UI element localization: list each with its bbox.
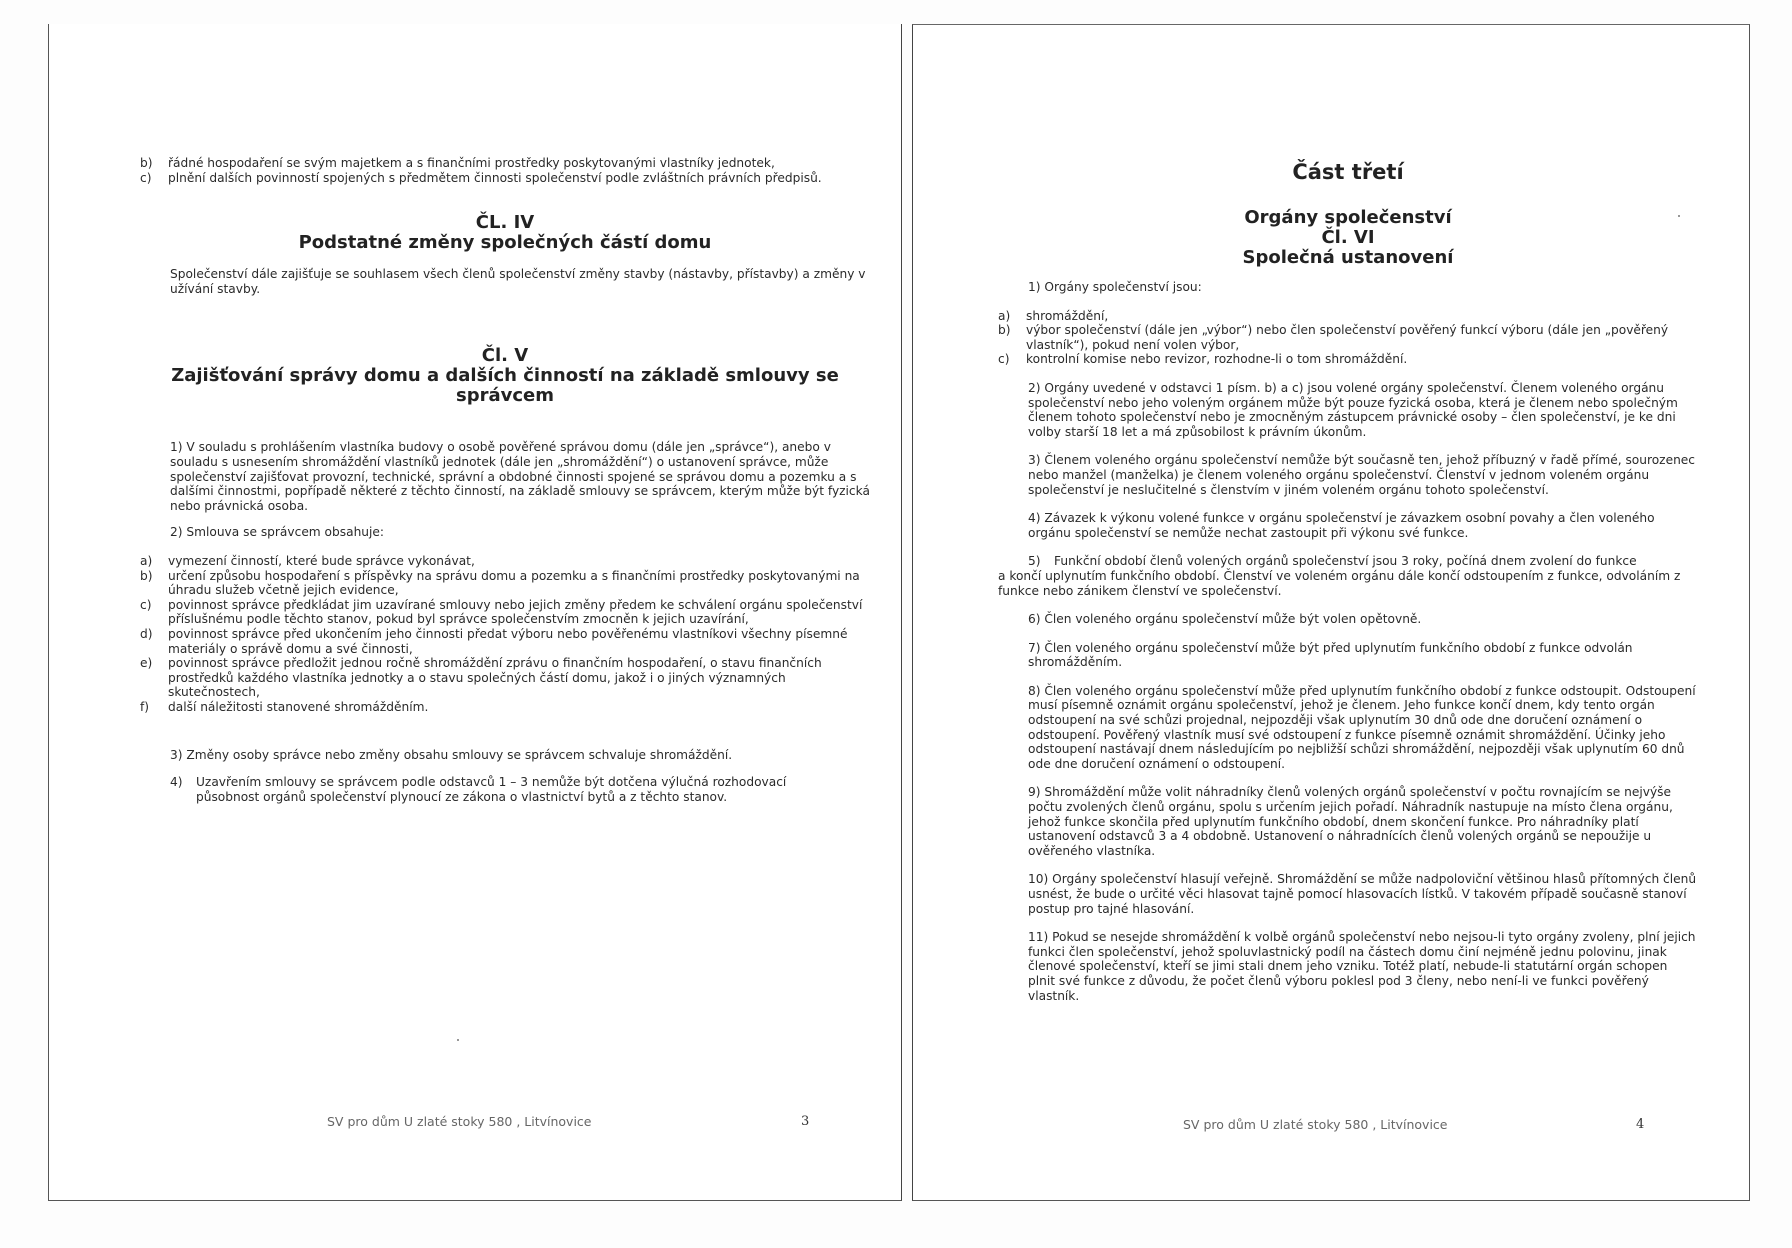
paragraph: 4) Uzavřením smlouvy se správcem podle odstavců 1 – 3 nemůže být dotčena výlučná rozhodovací působnost orgánů společenství plynoucí ze zákona o vlastnictví bytů a z těchto stanov. bbox=[170, 775, 787, 804]
paragraph: 6) Člen voleného orgánu společenství může být volen opětovně. bbox=[1028, 612, 1422, 627]
paragraph: 1) Orgány společenství jsou: bbox=[1028, 280, 1202, 294]
paragraph: 10) Orgány společenství hlasují veřejně. Shromáždění se může nadpoloviční většinou hlasů přítomných členů usnést, že bude o určité věci hlasovat tajně pomocí hlasovacích lístků. V takovém případě současně stanoví postup pro tajné hlasování. bbox=[1028, 872, 1697, 916]
list-item: d) povinnost správce před ukončením jeho činnosti předat výboru nebo pověřenému vlastníkovi všechny písemné materiály o správě domu a své činnosti, bbox=[140, 627, 870, 656]
paragraph: Společenství dále zajišťuje se souhlasem všech členů společenství změny stavby (nástavby, přístavby) a změny v užívání stavby. bbox=[170, 267, 866, 296]
list-item-text: povinnost správce předložit jednou ročně shromáždění zprávu o finančním hospodaření, o stavu finančních prostředků každého vlastníka jednotky a o stavu společných částí domu, jakož i o jiných významných skutečnostech, bbox=[168, 656, 822, 700]
scan-speck bbox=[457, 1039, 459, 1041]
list-item-text: plnění dalších povinností spojených s předmětem činnosti společenství podle zvláštních právních předpisů. bbox=[168, 170, 822, 185]
paragraph: 1) V souladu s prohlášením vlastníka budovy o osobě pověřené správou domu (dále jen „správce“), anebo v souladu s usnesením shromáždění vlastníků jednotek (dále jen „shromáždění“) o ustanovení správce, může společenství zajišťovat provozní, technické, správní a obdobné činnosti spojené se správou domu a pozemku a s dalšími činnostmi, popřípadě některé z těchto činností, na základě smlouvy se správcem, kterým může být fyzická nebo právnická osoba. bbox=[170, 440, 870, 513]
list-item-text: řádné hospodaření se svým majetkem a s finančními prostředky poskytovanými vlastníky jednotek, bbox=[168, 156, 775, 170]
list-item-text: výbor společenství (dále jen „výbor“) nebo člen společenství pověřený funkcí výboru (dále jen „pověřený vlastník“), pokud není volen výbor, bbox=[1026, 323, 1669, 352]
paragraph: 2) Smlouva se správcem obsahuje: bbox=[170, 525, 385, 540]
paragraph: 5) Funkční období členů volených orgánů společenství jsou 3 roky, počíná dnem zvolení do funkce a končí uplynutím funkčního období. Členství ve voleném orgánu dále končí odstoupením z funkce, odvoláním z funkce nebo zánikem členství ve společenství. bbox=[998, 554, 1681, 598]
page-right-content bbox=[998, 160, 1698, 1003]
document-page-right bbox=[912, 24, 1750, 1201]
paragraph: 3) Členem voleného orgánu společenství nemůže být současně ten, jehož příbuzný v řadě přímé, sourozenec nebo manžel (manželka) je členem voleného orgánu společenství. Členství v jednom voleném orgánu společenství je neslučitelné s členstvím v jiném voleném orgánu tohoto společenství. bbox=[1028, 453, 1696, 497]
numbered-list bbox=[140, 554, 870, 715]
list-item-text: shromáždění, bbox=[1026, 308, 1109, 323]
paragraph: 11) Pokud se nesejde shromáždění k volbě orgánů společenství nebo nejsou-li tyto orgány zvoleny, plní jejich funkci člen společenství, jehož spoluvlastnický podíl na částech domu činí nejméně jednu polovinu, jinak členové společenství, kteří se jimi stali dnem jeho vzniku. Totéž platí, nebude-li statutární orgán schopen plnit své funkce z důvodu, že počet členů výboru poklesl pod 3 členy, nebo není-li ve funkci pověřený vlastník. bbox=[1028, 930, 1696, 1003]
article-5-title: Čl. V bbox=[481, 345, 529, 367]
article-4-subtitle: Podstatné změny společných částí domu bbox=[298, 232, 712, 254]
list-item: b) určení způsobu hospodaření s příspěvky na správu domu a pozemku a s finančními prostředky poskytovanými na úhradu služeb včetně jejich evidence, bbox=[140, 569, 870, 598]
list-item: b) výbor společenství (dále jen „výbor“) nebo člen společenství pověřený funkcí výboru (dále jen „pověřený vlastník“), pokud není volen výbor, bbox=[998, 323, 1698, 352]
paragraph: 9) Shromáždění může volit náhradníky členů volených orgánů společenství v počtu rovnajícím se nejvýše počtu zvolených členů orgánu, spolu s určením jejich pořadí. Náhradník nastupuje na místo člena orgánu, jehož funkce skončila před uplynutím funkčního období, dnem skončení funkce. Pro náhradníky platí ustanovení odstavců 3 a 4 obdobně. Ustanovení o náhradnících členů volených orgánů se nepoužije u ověřeného vlastníka. bbox=[1028, 785, 1673, 858]
scan-speck bbox=[1678, 215, 1680, 217]
article-5-subtitle: Zajišťování správy domu a dalších činností na základě smlouvy se správcem bbox=[171, 365, 839, 407]
list-item-text: další náležitosti stanovené shromážděním. bbox=[168, 699, 429, 714]
list-item: b) řádné hospodaření se svým majetkem a s finančními prostředky poskytovanými vlastníky jednotek, bbox=[140, 156, 870, 171]
article-4-title: ČL. IV bbox=[475, 212, 535, 234]
list-item-text: kontrolní komise nebo revizor, rozhodne-li o tom shromáždění. bbox=[1026, 352, 1408, 367]
list-item: f) další náležitosti stanovené shromážděním. bbox=[140, 700, 870, 715]
list-item: c) povinnost správce předkládat jim uzavírané smlouvy nebo jejich změny předem ke schválení orgánu společenství příslušnému podle těchto stanov, pokud byl správce společenstvím zmocněn k jejich uzavírání, bbox=[140, 598, 870, 627]
numbered-list bbox=[998, 309, 1698, 367]
section-title: Orgány společenství bbox=[1244, 207, 1452, 228]
paragraph: 2) Orgány uvedené v odstavci 1 písm. b) a c) jsou volené orgány společenství. Členem voleného orgánu společenství nebo jeho voleným orgánem může být pouze fyzická osoba, která je členem nebo společným členem tohoto společenství nebo je zmocněným zástupcem právnické osoby – člen společenství, je ke dni volby starší 18 let a má způsobilost k právním úkonům. bbox=[1028, 380, 1678, 439]
list-item: c) plnění dalších povinností spojených s předmětem činnosti společenství podle zvláštních právních předpisů. bbox=[140, 171, 870, 186]
document-page-left bbox=[48, 24, 902, 1201]
page-number: 4 bbox=[1636, 1117, 1645, 1132]
page-number: 3 bbox=[801, 1114, 810, 1129]
paragraph: 3) Změny osoby správce nebo změny obsahu smlouvy se správcem schvaluje shromáždění. bbox=[170, 748, 733, 763]
page-footer: SV pro dům U zlaté stoky 580 , Litvínovice bbox=[327, 1114, 592, 1129]
paragraph: 4) Závazek k výkonu volené funkce v orgánu společenství je závazkem osobní povahy a člen voleného orgánu společenství se nemůže nechat zastoupit při výkonu své funkce. bbox=[1028, 511, 1655, 540]
page-left-content bbox=[140, 156, 870, 804]
part-title: Část třetí bbox=[1292, 160, 1404, 184]
paragraph: 8) Člen voleného orgánu společenství může před uplynutím funkčního období z funkce odstoupit. Odstoupení musí písemně oznámit orgánu společenství, jehož je členem. Jeho funkce končí dnem, kdy tento orgán odstoupení na své schůzi projednal, nejpozději však uplynutím 30 dnů ode dne doručení oznámení o odstoupení. Pověřený vlastník musí své odstoupení z funkce písemně oznámit shromáždění. Účinky jeho odstoupení nastávají dnem následujícím po nejbližší schůzi shromáždění, nejpozději však uplynutím 60 dnů ode dne doručení oznámení o odstoupení. bbox=[1028, 683, 1696, 771]
list-item-text: povinnost správce před ukončením jeho činnosti předat výboru nebo pověřenému vlastníkovi všechny písemné materiály o správě domu a své činnosti, bbox=[168, 626, 848, 656]
article-6-subtitle: Společná ustanovení bbox=[1242, 247, 1454, 268]
list-item-text: povinnost správce předkládat jim uzavírané smlouvy nebo jejich změny předem ke schválení orgánu společenství příslušnému podle těchto stanov, pokud byl správce společenstvím zmocněn k jejich uzavírání, bbox=[168, 597, 863, 627]
list-item-text: určení způsobu hospodaření s příspěvky na správu domu a pozemku a s finančními prostředky poskytovanými na úhradu služeb včetně jejich evidence, bbox=[168, 568, 860, 598]
list-item: a) shromáždění, bbox=[998, 309, 1698, 324]
page-footer: SV pro dům U zlaté stoky 580 , Litvínovice bbox=[1183, 1117, 1448, 1132]
list-item: e) povinnost správce předložit jednou ročně shromáždění zprávu o finančním hospodaření, o stavu finančních prostředků každého vlastníka jednotky a o stavu společných částí domu, jakož i o jiných významných skutečnostech, bbox=[140, 656, 870, 700]
paragraph: 7) Člen voleného orgánu společenství může být před uplynutím funkčního období z funkce odvolán shromážděním. bbox=[1028, 640, 1633, 670]
list-item: c) kontrolní komise nebo revizor, rozhodne-li o tom shromáždění. bbox=[998, 352, 1698, 367]
list-item-text: vymezení činností, které bude správce vykonávat, bbox=[168, 553, 475, 568]
list-item: a) vymezení činností, které bude správce vykonávat, bbox=[140, 554, 870, 569]
article-6-title: Čl. VI bbox=[1321, 227, 1375, 248]
